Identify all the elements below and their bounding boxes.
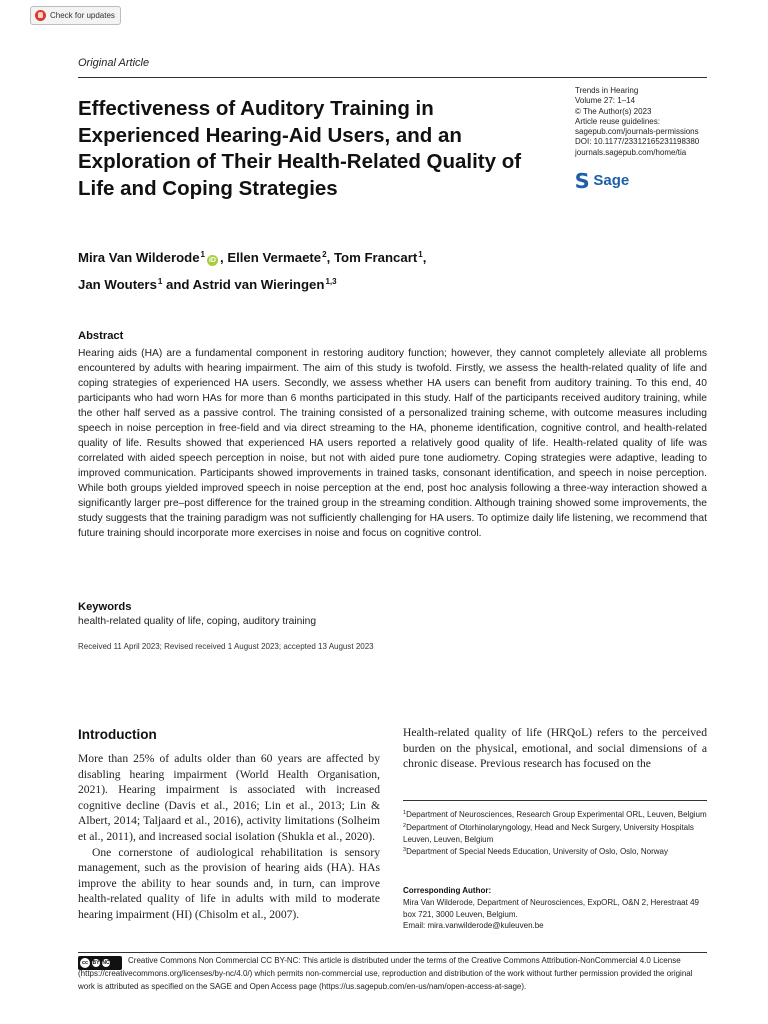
journal-name: Trends in Hearing [575,86,639,95]
author-separator: , [422,250,427,265]
author-separator: , [219,250,228,265]
author-affiliation-sup: 1 [157,277,163,286]
article-type: Original Article [78,57,150,69]
author-name: Ellen Vermaete [227,250,322,265]
author-name: Mira Van Wilderode [78,250,200,265]
author-separator: and [162,277,193,292]
article-title: Effectiveness of Auditory Training in Experienced Hearing-Aid Users, and an Exploration of Their Health-Related Quality of Life and Coping Strategies [78,97,522,200]
corresponding-heading: Corresponding Author: [403,886,492,895]
sage-logo-icon: S [574,169,590,193]
author-name: Jan Wouters [78,277,157,292]
journal-copyright: © The Author(s) 2023 [575,106,652,116]
affiliation-text: Department of Neurosciences, Research Group Experimental ORL, Leuven, Belgium [406,810,707,819]
affiliation-item [403,845,707,858]
introduction-left-column [78,751,380,923]
received-dates: Received 11 April 2023; Revised received 1 August 2023; accepted 13 August 2023 [78,642,374,651]
intro-right-paragraph: Health-related quality of life (HRQoL) refers to the perceived burden on the physical, emotional, and social dimensions of a chronic disease. Previous research has focused on the [403,726,707,771]
orcid-icon[interactable]: iD [208,257,216,264]
author-name: Astrid van Wieringen [192,277,325,292]
corresponding-author [403,885,707,932]
author-name: Tom Francart [333,250,418,265]
abstract-heading: Abstract [78,330,124,342]
cc-icon: cc [81,960,89,966]
affiliation-item [403,808,707,821]
affiliation-item [403,821,707,846]
intro-paragraph: More than 25% of adults older than 60 years are affected by disabling hearing impairment (World Health Organisation, 2021). Hearing impairment is associated with increased cognitive decline (Davis et al., 2016; Lin et al., 2013; Lin & Albert, 2014; Taljaard et al., 2016), activity limitations (Solheim et al., 2011), and increased social isolation (Shukla et al., 2020). [78,752,380,843]
license-rule [78,952,707,953]
affiliations [403,808,707,858]
journal-homepage-link[interactable]: journals.sagepub.com/home/tia [575,147,687,157]
journal-permissions-link[interactable]: sagepub.com/journals-permissions [575,127,699,137]
sage-logo [575,171,629,191]
author-affiliation-sup: 1,3 [325,277,337,286]
check-for-updates-label: Check for updates [50,11,115,20]
corresponding-address: Mira Van Wilderode, Department of Neurosciences, ExpORL, O&N 2, Herestraat 49 box 721, 3000 Leuven, Belgium. [403,897,699,919]
introduction-heading: Introduction [78,727,157,742]
author-affiliation-sup: 2 [322,250,327,259]
affiliation-text: Department of Otorhinolaryngology, Head and Neck Surgery, University Hospitals Leuven, Leuven, Belgium [403,822,694,844]
journal-reuse: Article reuse guidelines: [575,116,660,126]
sage-logo-text: Sage [593,172,630,189]
affiliation-rule [403,800,707,801]
nc-icon: NC [102,960,110,966]
author-separator: , [326,250,334,265]
by-icon: BY [92,960,100,966]
author-affiliation-sup: 1 [200,250,205,259]
keywords-heading: Keywords [78,601,132,613]
license-text: Creative Commons Non Commercial CC BY-NC: This article is distributed under the terms of the Creative Commons Attribution-NonCommercial 4.0 License (https://creativecommons.org/licenses/by-nc/4.0/) which permits non-commercial use, reproduction and distribution of the work without further permission provided the original work is attributed as specified on the SAGE and Open Access page (https://us.sagepub.com/en-us/nam/open-access-at-sage). [78,956,693,991]
affiliation-number: 1 [403,810,407,816]
abstract-text: Hearing aids (HA) are a fundamental component in restoring auditory function; however, they cannot completely alleviate all problems encountered by adults with hearing impairment. The aim of this study is twofold. Firstly, we assess the health-related quality of life and coping strategies of experienced HA users. Secondly, we assess whether HA users can benefit from auditory training. To this end, 40 participants who had worn HAs for more than 6 months participated in this study. Half of the participants received auditory training, while the other half served as a passive control. The training consisted of a personalized training scheme, with outcome measures including speech in noise perception in free-field and via direct streaming to the HA, phoneme identification, cognitive control, and health-related quality of life. Results showed that experienced HA users reported a relatively good quality of life. Health-related quality of life was correlated with aided speech perception in noise, but not with aided pure tone audiometry. Coping strategies were adaptive, leading to improved communication. Participants showed improvements in trained tasks, consonant identification, and speech in noise perception. While both groups yielded improved speech in noise perception at the end, post hoc analysis following a three-way interaction showed a significantly larger pre–post difference for the trained group in the streaming condition. Although training showed some improvements, the study suggests that the training paradigm was not sufficiently challenging for HA users. To optimize daily life listening, we recommend that future training should incorporate more exercises in noise and focus on cognitive control. [78,348,707,539]
journal-volume: Volume 27: 1–14 [575,96,636,106]
author-list [78,243,598,297]
affiliation-number: 3 [403,847,407,854]
check-for-updates-badge[interactable] [30,6,121,25]
affiliation-text: Department of Special Needs Education, University of Oslo, Oslo, Norway [406,847,668,857]
keywords-text: health-related quality of life, coping, auditory training [78,616,317,627]
header-rule [78,77,707,78]
intro-paragraph: One cornerstone of audiological rehabilitation is sensory management, such as the provision of hearing aids (HA). HAs improve the ability to hear sounds and, in turn, can improve health-related quality of life in adults with mild to moderate hearing impairment (HI) (Chisolm et al., 2007). [78,845,380,921]
journal-meta [575,86,720,158]
journal-doi[interactable]: DOI: 10.1177/23312165231198380 [575,137,700,147]
author-affiliation-sup: 1 [418,250,423,259]
check-for-updates-icon [35,10,46,21]
affiliation-number: 2 [403,822,407,829]
corresponding-email[interactable]: Email: mira.vanwilderode@kuleuven.be [403,921,544,931]
